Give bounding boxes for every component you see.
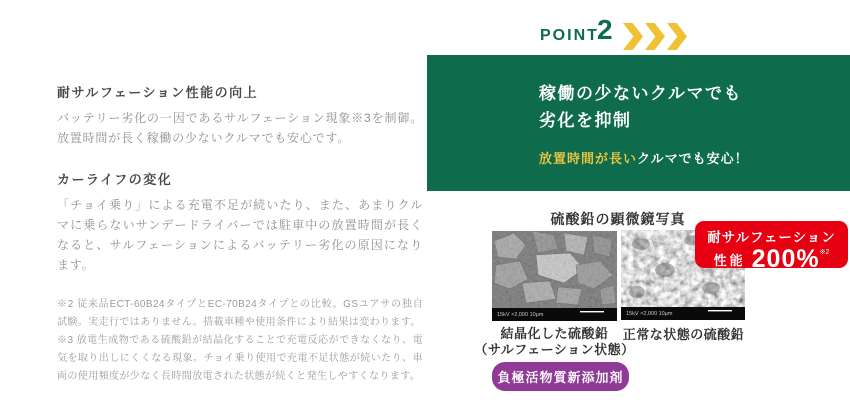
section-body-carlife: 「チョイ乗り」による充電不足が続いたり、また、あまりクルマに乗らないサンデードライバーでは駐車中の放置時間が長くなると、サルフェーションによるバッテリー劣化の原因になります。 (57, 198, 423, 272)
additive-badge (492, 362, 629, 391)
sem-photo-crystallized (492, 231, 617, 321)
panel-subtext (539, 148, 850, 167)
badge-label: 性能 (713, 253, 746, 268)
panel-subtext-highlight: 放置時間が長い (539, 151, 638, 166)
chevron-right-icon (667, 23, 687, 50)
section-heading-sulfation: 耐サルフェーション性能の向上 (57, 85, 259, 100)
badge-line1: 耐サルフェーション (707, 230, 836, 245)
panel-heading-line1: 稼働の少ないクルマでも (539, 84, 742, 103)
microscope-photos-title: 硫酸鉛の顕微鏡写真 (550, 211, 686, 227)
section-heading-carlife: カーライフの変化 (57, 172, 173, 187)
point2-green-panel (427, 55, 850, 191)
triple-chevron-icon (623, 23, 687, 50)
badge-note-ref: ※2 (819, 249, 830, 256)
panel-subtext-rest: クルマでも安心！ (637, 151, 749, 166)
caption-crystallized-line1: 結晶化した硫酸鉛 (500, 326, 609, 341)
caption-normal-line1: 正常な状態の硫酸鉛 (622, 327, 745, 342)
sem-annotation: 15kV ×2,000 10μm (626, 311, 673, 317)
caption-crystallized-line2: （サルフェーション状態） (474, 342, 635, 357)
panel-heading-line2: 劣化を抑制 (539, 111, 632, 130)
badge-line2 (695, 245, 848, 274)
chevron-right-icon (645, 23, 665, 50)
footnote-2: ※2 従来品ECT-60B24タイプとEC-70B24タイプとの比較。GSユアサの独自試験。実走行ではありません。搭載車種や使用条件により結果は変わります。 (57, 299, 423, 328)
caption-normal (601, 327, 766, 343)
section-body-sulfation: バッテリー劣化の一因であるサルフェーション現象※3を制御。放置時間が長く稼働の少ないクルマでも安心です。 (57, 111, 423, 145)
point-label: POINT (540, 27, 599, 44)
point-number: 2 (597, 14, 613, 45)
chevron-right-icon (623, 23, 643, 50)
sem-annotation: 15kV ×2,000 10μm (497, 312, 544, 318)
additive-badge-label: 負極活物質新添加剤 (497, 370, 624, 385)
badge-value: 200% (751, 245, 820, 273)
footnote-3: ※3 放電生成物である硫酸鉛が結晶化することで充電反応ができなくなり、電気を取り出しにくくなる現象。チョイ乗り使用で充電不足状態が続いたり、車両の使用頻度が少なく長時間放電された状態が続くと発生しやすくなります。 (57, 335, 423, 382)
sulfation-performance-badge (695, 221, 848, 273)
left-column (57, 82, 423, 386)
